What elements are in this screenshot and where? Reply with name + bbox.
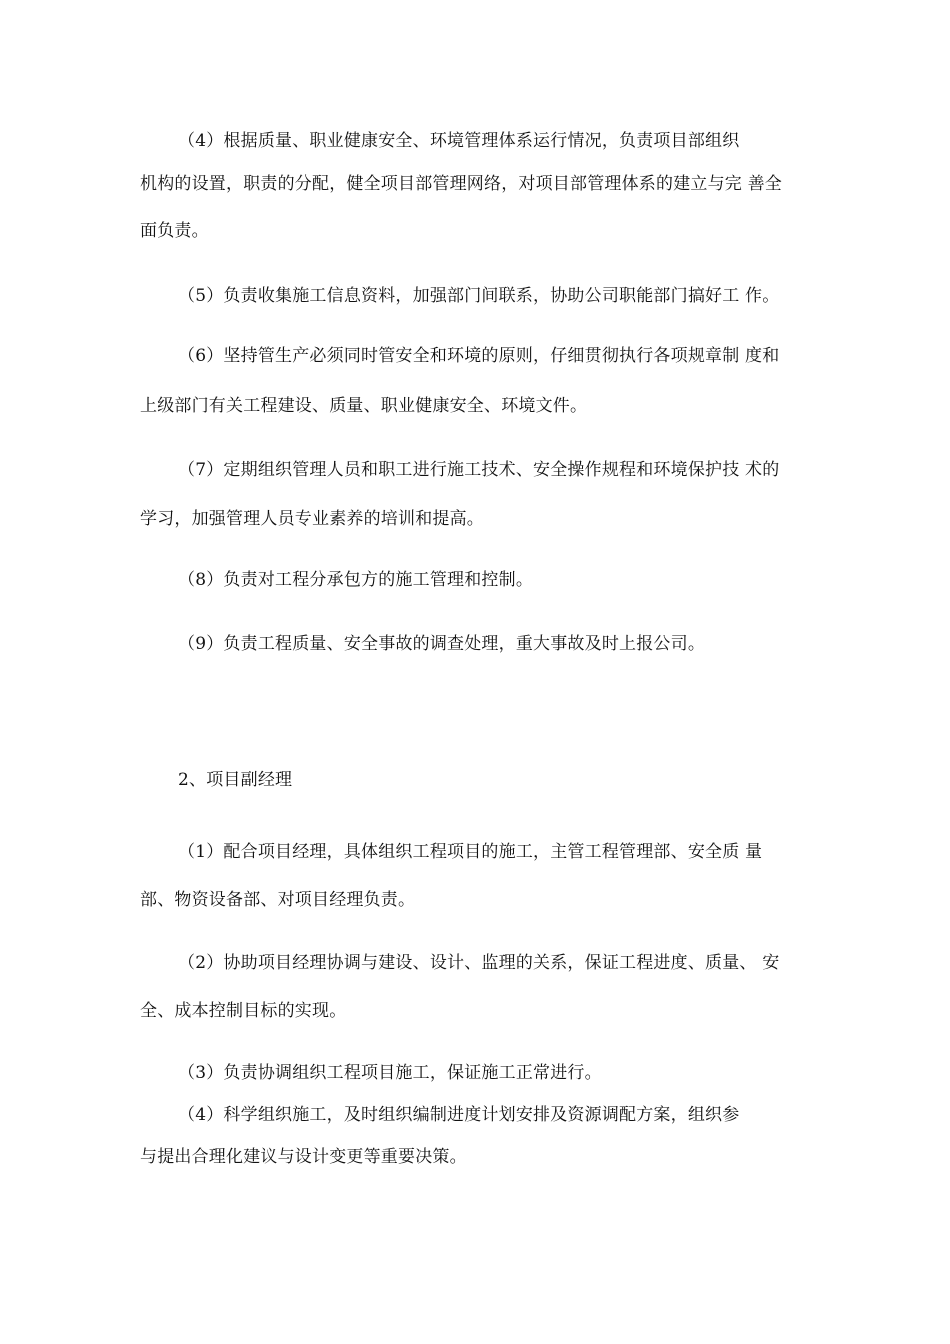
s2-item1-line1: （1）配合项目经理，具体组织工程项目的施工，主管工程管理部、安全质 量	[178, 842, 763, 862]
s1-item5-line1: （5）负责收集施工信息资料，加强部门间联系，协助公司职能部门搞好工 作。	[178, 286, 780, 306]
s1-item8-line1: （8）负责对工程分承包方的施工管理和控制。	[178, 570, 534, 590]
s1-item4-line3: 面负责。	[140, 221, 209, 241]
s1-item6-line2: 上级部门有关工程建设、质量、职业健康安全、环境文件。	[140, 396, 588, 416]
s2-item3-line1: （3）负责协调组织工程项目施工，保证施工正常进行。	[178, 1063, 602, 1083]
s2-item1-line2: 部、物资设备部、对项目经理负责。	[140, 890, 416, 910]
section2-heading: 2、项目副经理	[178, 770, 293, 790]
s2-item2-line1: （2）协助项目经理协调与建设、设计、监理的关系，保证工程进度、质量、 安	[178, 953, 780, 973]
s2-item4-line1: （4）科学组织施工，及时组织编制进度计划安排及资源调配方案，组织参	[178, 1105, 740, 1125]
s2-item2-line2: 全、成本控制目标的实现。	[140, 1001, 347, 1021]
s1-item9-line1: （9）负责工程质量、安全事故的调查处理，重大事故及时上报公司。	[178, 634, 706, 654]
s1-item7-line1: （7）定期组织管理人员和职工进行施工技术、安全操作规程和环境保护技 术的	[178, 460, 780, 480]
s2-item4-line2: 与提出合理化建议与设计变更等重要决策。	[140, 1147, 467, 1167]
s1-item4-line1: （4）根据质量、职业健康安全、环境管理体系运行情况，负责项目部组织	[178, 131, 740, 151]
s1-item6-line1: （6）坚持管生产必须同时管安全和环境的原则，仔细贯彻执行各项规章制 度和	[178, 346, 780, 366]
s1-item7-line2: 学习，加强管理人员专业素养的培训和提高。	[140, 509, 484, 529]
s1-item4-line2: 机构的设置，职责的分配，健全项目部管理网络，对项目部管理体系的建立与完 善全	[140, 174, 783, 194]
